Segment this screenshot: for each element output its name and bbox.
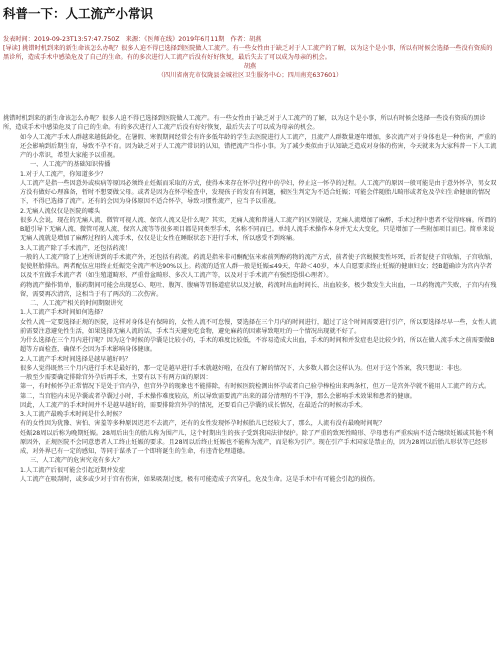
body-paragraph: 3.人工流产除了手术流产，还包括药流！ — [20, 244, 132, 252]
author-affiliation: （四川省南充市仪陇县金城社区卫生服务中心；四川南充637601） — [157, 72, 343, 79]
body-paragraph: 3.人工流产最晚手术时间是什么时候？ — [20, 411, 125, 418]
body-paragraph: 有的女性因为犹豫、害怕、害羞等多种原因迟迟不去流产，还有的女性发现怀孕时候胎儿已经较大了，那么，人流有没有最晚时间呢？ — [20, 420, 386, 428]
body-paragraph: 挑错时机到来的新生命该怎么办呢？很多人迫不得已选择到医院做人工流产。有一些女性由于缺乏对于人工流产的了解，以为这个是小事，所以有时候会选择一些没有资质的黑诊所，造成手术中感染危及了自己的生命。有的多次进行人工流产后没有好好恢复，最后失去了可以成为母亲的机会。 — [3, 115, 486, 132]
body-paragraph: 药物流产操作简单，服药期间可能会出现恶心、呕吐、腹泻、腹痛等胃肠道症状以及过敏，药流时出血时间长、出血较多，极少数发生大出血，一旦药物流产失败，子宫内有残留，需要再次清宫，这相当于有了两次的二次伤害。 — [20, 281, 497, 298]
body-paragraph: 因此，人工流产的手术时间并不是越早越好的，需要排除宫外孕的情况，还要看自己孕囊的成长情况，在最适合的时候动手术。 — [20, 401, 367, 409]
body-paragraph: 女性人流一定要选择正规的医院，这样对身体是有保障的，女性人流不可怠慢，要选择在三个月内的时间进行，超过了这个时间需要进行引产，所以要选择尽早一些，女性人流前需要注意避免性生活，如果选择无痛人流的话，手术当天避免吃食物，避免麻药的因素导致呕吐的一个情况出现就不好了。 — [20, 318, 497, 335]
body-paragraph: 一般的人工流产除了上述所讲到的手术流产外，还包括有药流。药流是指米非司酮配伍米索前列醇药物的流产方式，前者使子宫蜕膜变性坏死，后者促使子宫收缩，子宫收缩，促使胚胎排出。两者配伍应用终止妊娠完全流产率达90%以上。药流的适宜人群一般是妊娠≤49天，年龄＜40岁，本人自愿要求终止妊娠的健康妇女；经B超确诊为宫内孕者以及不宜做手术流产者（如生殖道畸形、严重骨盆畸形、多次人工流产等，以及对于手术流产有强烈恐惧心理者）。 — [20, 253, 497, 280]
body-paragraph: 如今人工流产手术人群越来越低龄化，在暑假、寒假期间经常会有许多低年龄的学生去医院进行人工流产，且流产人群数量逐年增加，多次流产对于身体也是一种伤害，严重的还会影响到后期生育，导致不孕不育。因为缺乏对于人工流产常识的认知，错把流产当作小事。为了减少类似由于认知缺乏造成对身体的伤害，今天就来为大家科普一下人工流产的小常识，希望大家能予以重视。 — [20, 133, 497, 159]
author-name: 胡燕 — [243, 63, 257, 70]
body-paragraph: 第一，有时候怀孕正常情况下是处于宫内孕，但宫外孕的现象也不能排除，有时候医院检测出怀孕或者自己验孕棒检出来两条杠，但万一是宫外孕就不能用人工流产的方式。 — [20, 383, 491, 391]
body-paragraph: 人工流产是指一些因意外或疾病等原因必须终止妊娠而采取的方式，使得本来存在怀孕过程中的孕妇，停止这一怀孕的过程。人工流产的原因一般可能是由于意外怀孕，男女双方没有做好心理准备，暂时不想要做父母。或者是因为在怀孕检查中，发现孩子的发育有问题，被医生判定为不适合妊娠；可能会伴随胎儿畸形或者危及孕妇生命健康的情况下，不得已选择了流产。还有的会因为身体原因不适合怀孕，导致习惯性流产，应当予以重视。 — [20, 179, 497, 206]
body-paragraph: 1.人工流产手术时间如何选择？ — [20, 309, 107, 317]
body-paragraph: 1.对于人工流产，你知道多少？ — [20, 170, 107, 178]
body-paragraph: 妊娠28周以后称为晚期妊娠。28周后出生的胎儿称为围产儿，这个时期出生的孩子受到我国法律保护。除了严重的致死性畸形、孕母患有严重疾病不适合继续妊娠或其他不利原因外，正规医院不会同意患者人工终止妊娠的要求。且28周以后终止妊娠也不能称为流产，而是称为引产。现在引产手术国家是禁止的，因为28周以后胎儿形状等已经形成，对外界已有一定的感知，等同于谋杀了一个即将诞生的生命，有违背伦理道德。 — [20, 429, 494, 455]
article-meta: 发表时间：2019-09-23T13:57:47.750Z 来源：《医师在线》2019年6月11期 作者：胡燕 — [3, 36, 262, 43]
body-paragraph: 2.人工流产手术时间选择是越早越好吗？ — [20, 355, 132, 363]
article-page — [3, 0, 497, 649]
body-paragraph: 三、人工流产的危害究竟有多大？ — [30, 457, 123, 465]
body-paragraph: 为什么选择在三个月内进行呢？因为这个时候的孕囊是比较小的，手术的难度比较低，不容易造成大出血，手术的时间和并发症也是比较少的，所以在做人流手术之前需要做B超等方面检查，确保不会因为手术影响身体健康。 — [20, 337, 495, 354]
article-abstract — [3, 44, 497, 80]
abstract-text: [导读] 挑错时机到来的新生命该怎么办呢？很多人迫不得已选择到医院做人工流产。有一些女性由于缺乏对于人工流产的了解，以为这个是小事，所以有时候会选择一些没有资质的黑诊所，造成手术中感染危及了自己的生命。有的多次进行人工流产后没有好好恢复，最后失去了可以成为母亲的机会。 — [3, 45, 493, 61]
body-paragraph: 很多人会说，现在的无痛人流、微管可视人流、保宫人流又是什么呢？其实，无痛人流和普通人工流产的区别就是，无痛人流增加了麻醉，手术过程中患者不觉得疼痛。所谓的B超引导下无痛人流、微管可视人流、保宫人流等等很多项目都是同类型手术，名称不同而已。单纯人流手术操作本身并无太大变化，只是增加了一些附加项目而已。简单来说无痛人流就是增加了麻醉过程的人流手术，仅仅是让女性在睡眠状态下进行手术，所以感受不到疼痛。 — [20, 216, 497, 243]
body-paragraph: 一、人工流产的基础知识传播 — [30, 161, 111, 169]
body-paragraph: 1.人工流产后很可能会引起近期并发症 — [20, 466, 125, 474]
body-paragraph: 一般至少需要确定排除宫外孕后再手术，主要有以下有两方面的原因： — [20, 374, 212, 381]
body-paragraph: 二、人工流产相关的时间期限讲究 — [30, 300, 123, 307]
body-paragraph: 2.无痛人流仅仅是医院的噱头 — [20, 207, 101, 215]
article-body — [3, 114, 497, 484]
body-paragraph: 人工流产在吸刮时，或多或少对于宫有伤害，如果吸刮过度，极有可能造成子宫穿孔，危及生命。这是手术中有可能会引起的损伤。 — [20, 475, 379, 483]
article-title: 科普一下：人工流产小常识 — [3, 6, 154, 21]
body-paragraph: 很多人觉得既然三个月内进行手术是最好的，那一定是越早进行手术就越好啦，在没有了解的情况下，大多数人都会这样认为。但对于这个答案，我只想说：非也。 — [20, 364, 466, 372]
body-paragraph: 第二，当宫腔内未见孕囊或者孕囊过小时，手术操作难度较高，所以导致需要流产出来的部分清理的不干净，那么会影响手术效果和患者的健康。 — [20, 392, 416, 400]
